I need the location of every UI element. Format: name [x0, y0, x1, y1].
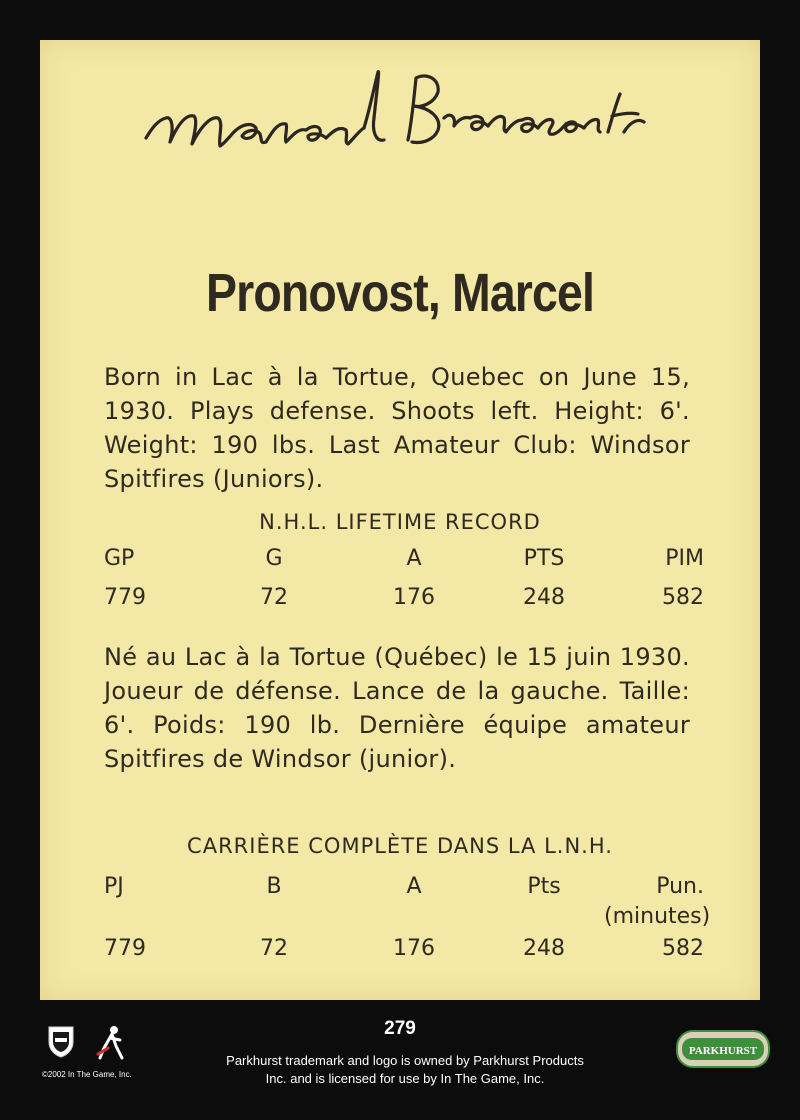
parkhurst-logo-text: PARKHURST: [688, 1045, 758, 1057]
legal-line-1: Parkhurst trademark and logo is owned by Parkhurst Products: [226, 1053, 584, 1068]
nhl-record-title: N.H.L. LIFETIME RECORD: [259, 510, 541, 534]
stat-value-a-fr: 176: [393, 936, 435, 961]
player-name: Pronovost, Marcel: [206, 263, 594, 323]
stat-value-pts: 248: [523, 585, 565, 610]
stat-header-a-fr: A: [406, 874, 422, 899]
nhl-shield-icon: [46, 1024, 76, 1058]
stat-value-a: 176: [393, 585, 435, 610]
stat-value-gp: 779: [104, 585, 146, 610]
stat-value-pim: 582: [662, 585, 704, 610]
stat-header-g: G: [265, 546, 283, 571]
copyright-notice: ©2002 In The Game, Inc.: [42, 1070, 132, 1079]
stat-header-pts: PTS: [523, 546, 565, 571]
stat-value-b: 72: [260, 936, 288, 961]
legal-line-2: Inc. and is licensed for use by In The Game, Inc.: [265, 1071, 545, 1086]
stat-header-gp: GP: [104, 546, 135, 571]
bio-english: Born in Lac à la Tortue, Quebec on June 15, 1930. Plays defense. Shoots left. Height: 6'. Weight: 190 lbs. Last Amateur Club: Windsor Spitfires (Juniors).: [104, 363, 690, 493]
stat-value-pts-fr: 248: [523, 936, 565, 961]
stat-value-pj: 779: [104, 936, 146, 961]
stat-header-pim: PIM: [665, 546, 704, 571]
stat-value-pun: 582: [662, 936, 704, 961]
lnh-record-title: CARRIÈRE COMPLÈTE DANS LA L.N.H.: [187, 834, 613, 858]
stat-header-b: B: [266, 874, 282, 899]
stat-value-g: 72: [260, 585, 288, 610]
stat-header-minutes: (minutes): [604, 904, 711, 929]
autograph-signature: [138, 58, 658, 188]
parkhurst-logo: [676, 1030, 770, 1068]
stat-header-pts-fr: Pts: [527, 874, 561, 899]
card-number: 279: [384, 1018, 416, 1039]
card-footer: [0, 1000, 800, 1120]
stat-header-pun: Pun.: [656, 874, 704, 899]
stat-header-pj: PJ: [104, 874, 124, 899]
nhlpa-player-icon: [94, 1024, 128, 1060]
card-back: [40, 40, 760, 1000]
legal-text: [180, 1052, 630, 1088]
stat-header-a: A: [406, 546, 422, 571]
bio-french: Né au Lac à la Tortue (Québec) le 15 juin 1930. Joueur de défense. Lance de la gauche. Taille: 6'. Poids: 190 lb. Dernière équipe amateur Spitfires de Windsor (junior).: [104, 643, 690, 773]
